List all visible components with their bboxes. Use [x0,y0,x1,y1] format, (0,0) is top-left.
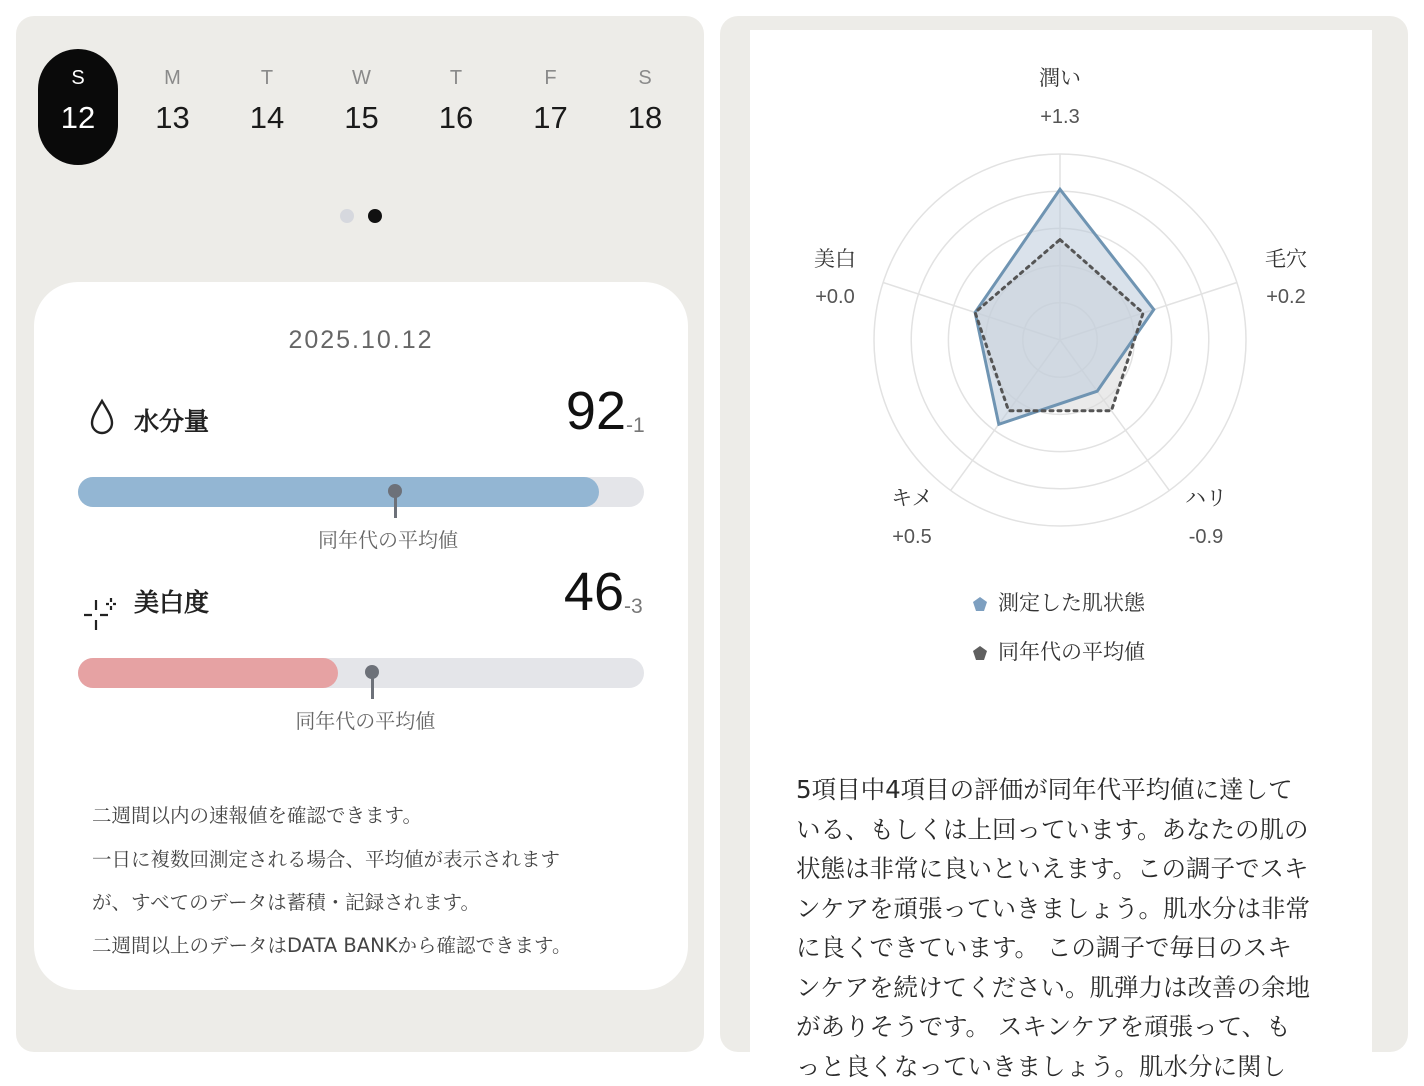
day-number: 16 [438,100,474,135]
axis-label-uruoi: 潤い [1039,66,1081,90]
daily-result-panel [16,16,704,1052]
day-17[interactable] [511,49,591,165]
day-of-week: T [260,67,274,89]
day-18[interactable] [605,49,685,165]
day-of-week: M [164,67,181,89]
day-16[interactable] [416,49,496,165]
day-of-week: W [352,67,371,89]
day-of-week: T [449,67,463,89]
note-line: が、すべてのデータは蓄積・記録されます。 [92,891,481,914]
axis-value-keana: +0.2 [1266,286,1306,308]
analysis-summary: 5項目中4項目の評価が同年代平均値に達して いる、もしくは上回っています。あなたの肌の 状態は非常に良いといえます。この調子でスキ ンケアを頑張っていきましょう。肌水分は非常 に良くできています。 この調子で毎日のスキ ンケアを続けてください。肌弾力は改善の余地 がありそうです。 スキンケアを頑張って、も っと良くなっていきましょう。肌水分に関し [796,775,1311,1081]
note-line: 一日に複数回測定される場合、平均値が表示されます [92,848,561,871]
day-number: 14 [249,100,285,135]
day-of-week: F [544,67,557,89]
day-number: 12 [60,100,96,135]
radar-analysis-panel [720,16,1408,1081]
pentagon-icon [972,645,988,661]
moisture-delta: -1 [626,414,645,437]
day-15[interactable] [322,49,402,165]
whiteness-bar [78,658,644,688]
note-line: 二週間以上のデータはDATA BANKから確認できます。 [92,934,572,957]
note-line: 二週間以内の速報値を確認できます。 [92,804,422,827]
day-number: 17 [533,100,568,135]
water-drop-icon [82,397,122,437]
axis-value-kime: +0.5 [892,526,932,548]
axis-label-hari: ハリ [1185,486,1227,510]
whiteness-bar-fill [78,658,338,688]
whiteness-label: 美白度 [134,588,210,617]
day-12[interactable] [38,49,118,165]
day-of-week: S [638,67,652,89]
page-dot-1[interactable] [340,209,354,223]
axis-value-uruoi: +1.3 [1040,106,1080,128]
axis-label-kime: キメ [891,486,933,510]
skin-measurement-card [34,282,688,990]
moisture-label: 水分量 [134,407,210,436]
day-14[interactable] [227,49,307,165]
axis-label-keana: 毛穴 [1265,247,1307,271]
axis-value-bihaku: +0.0 [815,286,855,308]
day-number: 15 [344,100,379,135]
whiteness-delta: -3 [624,595,643,618]
page-indicator [340,209,400,223]
page-dot-2[interactable] [368,209,382,223]
legend-average: 同年代の平均値 [972,636,1145,666]
pentagon-icon [972,596,988,612]
whiteness-average-label: 同年代の平均値 [295,709,436,733]
legend-measured: 測定した肌状態 [972,587,1145,617]
moisture-value: 92 [565,381,626,441]
moisture-bar-fill [78,477,599,507]
sparkle-icon [80,594,120,634]
whiteness-value: 46 [563,562,624,622]
axis-value-hari: -0.9 [1188,526,1224,548]
day-number: 18 [627,100,663,135]
measurement-date: 2025.10.12 [288,326,434,354]
moisture-average-label: 同年代の平均値 [317,528,458,552]
day-number: 13 [155,100,190,135]
moisture-bar [78,477,644,507]
axis-label-bihaku: 美白 [814,247,856,271]
day-13[interactable] [133,49,213,165]
day-of-week: S [71,67,85,89]
analysis-sheet[interactable] [750,30,1372,1081]
